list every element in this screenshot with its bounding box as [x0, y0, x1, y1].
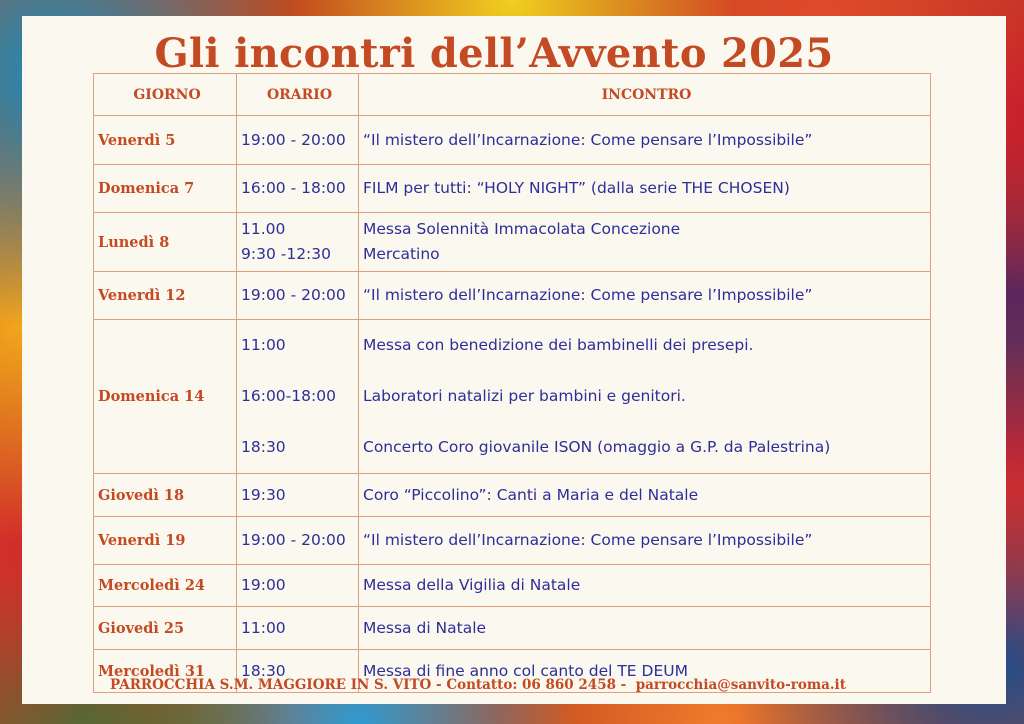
- table-row: [94, 272, 931, 320]
- table-row: [94, 320, 931, 474]
- table-row: [94, 474, 931, 517]
- row-time: 16:00 - 18:00: [237, 165, 359, 213]
- row-event: Messa Solennità Immacolata Concezione Mercatino: [359, 213, 931, 272]
- row-day: Lunedì 8: [94, 213, 237, 272]
- footer-email-link[interactable]: parrocchia@sanvito-roma.it: [635, 677, 846, 693]
- footer-separator: -: [431, 677, 447, 693]
- table-row: [94, 213, 931, 272]
- row-time: 11:00: [237, 607, 359, 650]
- row-day: Mercoledì 31: [94, 650, 237, 693]
- row-event: “Il mistero dell’Incarnazione: Come pensare l’Impossibile”: [359, 517, 931, 565]
- table-row: [94, 165, 931, 213]
- table-row: [94, 517, 931, 565]
- footer-parish: PARROCCHIA S.M. MAGGIORE IN S. VITO: [110, 677, 432, 693]
- table-row: [94, 565, 931, 607]
- row-time: 18:30: [237, 650, 359, 693]
- header-time: ORARIO: [237, 74, 359, 116]
- row-time: 19:00 - 20:00: [237, 272, 359, 320]
- row-day: Domenica 7: [94, 165, 237, 213]
- footer-contact: [0, 677, 970, 693]
- row-event: Messa di fine anno col canto del TE DEUM: [359, 650, 931, 693]
- row-time: 19:30: [237, 474, 359, 517]
- row-time: 19:00 - 20:00: [237, 116, 359, 165]
- row-event: “Il mistero dell’Incarnazione: Come pensare l’Impossibile”: [359, 116, 931, 165]
- row-event: Messa di Natale: [359, 607, 931, 650]
- row-day: Venerdì 12: [94, 272, 237, 320]
- row-event: “Il mistero dell’Incarnazione: Come pensare l’Impossibile”: [359, 272, 931, 320]
- row-event: Messa della Vigilia di Natale: [359, 565, 931, 607]
- row-day: Domenica 14: [94, 320, 237, 474]
- row-time: 11:00 16:00-18:00 18:30: [237, 320, 359, 474]
- row-event: Coro “Piccolino”: Canti a Maria e del Natale: [359, 474, 931, 517]
- row-event: FILM per tutti: “HOLY NIGHT” (dalla serie THE CHOSEN): [359, 165, 931, 213]
- footer-separator: -: [615, 677, 636, 693]
- row-time: 19:00 - 20:00: [237, 517, 359, 565]
- row-time: 11.00 9:30 -12:30: [237, 213, 359, 272]
- row-day: Mercoledì 24: [94, 565, 237, 607]
- table-header-row: [94, 74, 931, 116]
- header-event: INCONTRO: [359, 74, 931, 116]
- row-day: Giovedì 18: [94, 474, 237, 517]
- table-row: [94, 116, 931, 165]
- page-title: Gli incontri dell’Avvento 2025: [154, 30, 834, 77]
- header-day: GIORNO: [94, 74, 237, 116]
- row-day: Venerdì 5: [94, 116, 237, 165]
- schedule-table: [93, 73, 931, 693]
- row-day: Giovedì 25: [94, 607, 237, 650]
- table-row: [94, 607, 931, 650]
- flyer-card: [22, 16, 1006, 704]
- row-time: 19:00: [237, 565, 359, 607]
- footer-phone: Contatto: 06 860 2458: [446, 677, 616, 693]
- row-event: Messa con benedizione dei bambinelli dei presepi. Laboratori natalizi per bambini e genitori. Concerto Coro giovanile ISON (omaggio a G.P. da Palestrina): [359, 320, 931, 474]
- row-day: Venerdì 19: [94, 517, 237, 565]
